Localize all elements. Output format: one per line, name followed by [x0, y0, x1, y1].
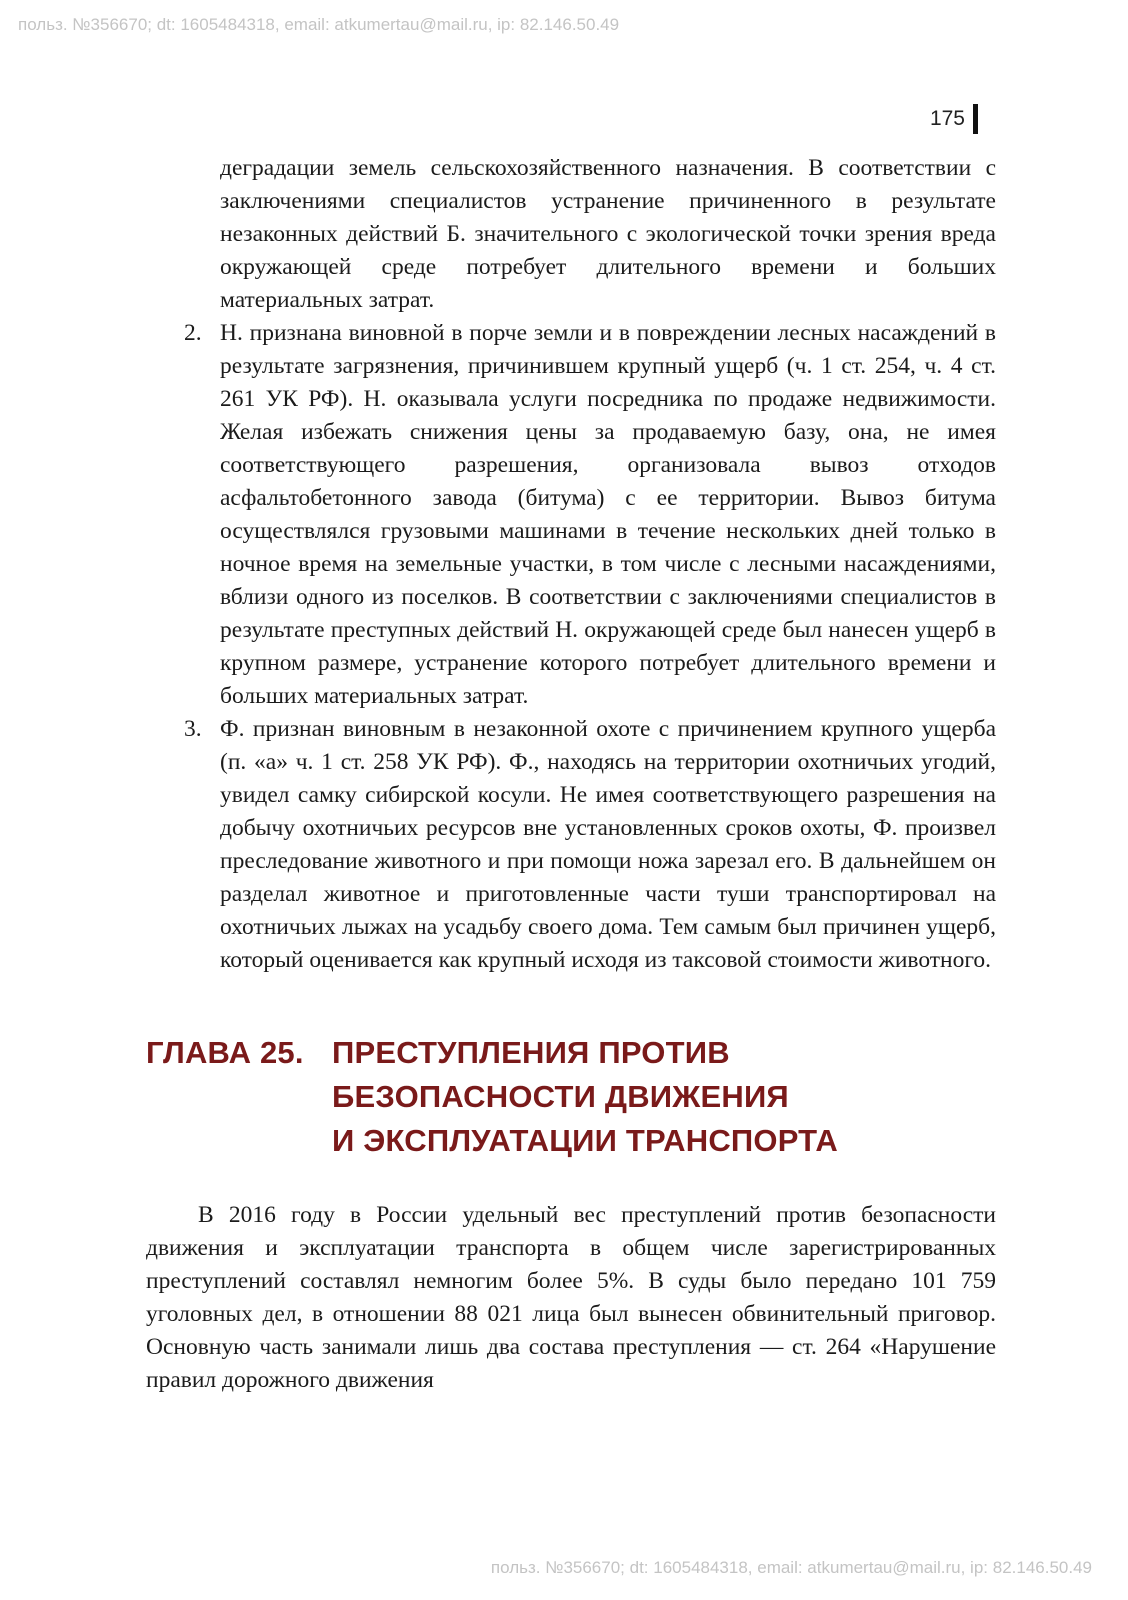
watermark-bottom: польз. №356670; dt: 1605484318, email: atkumertau@mail.ru, ip: 82.146.50.49: [490, 1558, 1092, 1577]
chapter-heading: [146, 1031, 996, 1171]
page-number-bar: [973, 104, 978, 134]
list-item-number: 3.: [184, 716, 202, 742]
watermark-top: польз. №356670; dt: 1605484318, email: atkumertau@mail.ru, ip: 82.146.50.49: [18, 15, 620, 34]
list-item: [146, 317, 996, 713]
list-item: [146, 713, 996, 977]
body-paragraph: В 2016 году в России удельный вес преступлений против безопасности движения и эксплуатации транспорта в общем числе зарегистрированных преступлений составлял немногим более 5%. В суды было передано 101 759 уголовных дел, в отношении 88 021 лица был вынесен обвинительный приговор. Основную часть занимали лишь два состава преступления — ст. 264 «Нарушение правил дорожного движения: [146, 1202, 996, 1393]
continuation-text: деградации земель сельскохозяйственного назначения. В соответствии с заключениями специалистов устранение причиненного в результате незаконных действий Б. значительного с экологической точки зрения вреда окружающей среде потребует длительного времени и больших материальных затрат.: [220, 155, 996, 313]
page-number-text: 175: [929, 107, 965, 130]
page-content: [146, 152, 996, 1397]
chapter-title: ПРЕСТУПЛЕНИЯ ПРОТИВ БЕЗОПАСНОСТИ ДВИЖЕНИЯ И ЭКСПЛУАТАЦИИ ТРАНСПОРТА: [332, 1035, 838, 1158]
list-item-continuation: [146, 152, 996, 317]
list-item-text: Ф. признан виновным в незаконной охоте с причинением крупного ущерба (п. «а» ч. 1 ст. 258 УК РФ). Ф., находясь на территории охотничьих угодий, увидел самку сибирской косули. Не имея соответствующего разрешения на добычу охотничьих ресурсов вне установленных сроков охоты, Ф. произвел преследование животного и при помощи ножа зарезал его. В дальнейшем он разделал животное и приготовленные части туши транспортировал на охотничьих лыжах на усадьбу своего дома. Тем самым был причинен ущерб, который оценивается как крупный исходя из таксовой стоимости животного.: [220, 716, 996, 973]
list-item-text: Н. признана виновной в порче земли и в повреждении лесных насаждений в результате загрязнения, причинившем крупный ущерб (ч. 1 ст. 254, ч. 4 ст. 261 УК РФ). Н. оказывала услуги посредника по продаже недвижимости. Желая избежать снижения цены за продаваемую базу, она, не имея соответствующего разрешения, организовала вывоз отходов асфальтобетонного завода (битума) с ее территории. Вывоз битума осуществлялся грузовыми машинами в течение нескольких дней только в ночное время на земельные участки, в том числе с лесными насаждениями, вблизи одного из поселков. В соответствии с заключениями специалистов в результате преступных действий Н. окружающей среде был нанесен ущерб в крупном размере, устранение которого потребует длительного времени и больших материальных затрат.: [220, 320, 996, 709]
page-number: [930, 104, 978, 134]
list-item-number: 2.: [184, 320, 202, 346]
chapter-label: ГЛАВА 25.: [146, 1035, 304, 1070]
